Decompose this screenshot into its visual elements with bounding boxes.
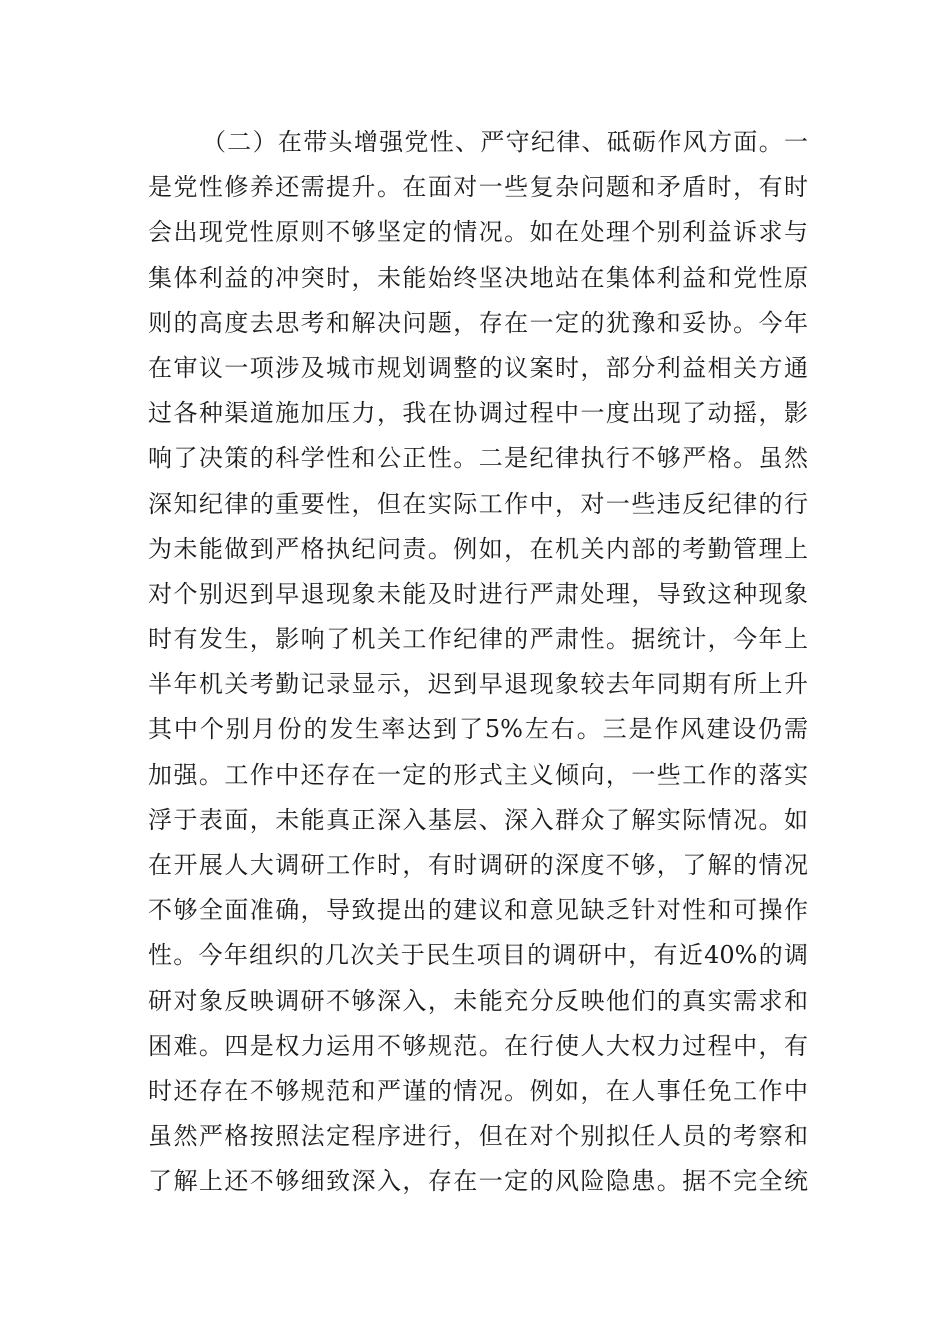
paragraph-line: 虽然严格按照法定程序进行，但在对个别拟任人员的考察和 [148,1122,808,1151]
paragraph-line: 其中个别月份的发生率达到了5%左右。三是作风建设仍需 [148,715,808,744]
paragraph-line: （二）在带头增强党性、严守纪律、砥砺作风方面。一 [202,128,808,156]
paragraph-line: 加强。工作中还存在一定的形式主义倾向，一些工作的落实 [148,760,808,789]
paragraph-line: 为未能做到严格执纪问责。例如，在机关内部的考勤管理上 [148,534,808,563]
paragraph-line: 则的高度去思考和解决问题，存在一定的犹豫和妥协。今年 [148,308,808,337]
paragraph-line: 对个别迟到早退现象未能及时进行严肃处理，导致这种现象 [148,579,808,608]
paragraph-line: 半年机关考勤记录显示，迟到早退现象较去年同期有所上升 [148,670,808,699]
paragraph-line: 性。今年组织的几次关于民生项目的调研中，有近40%的调 [148,941,808,970]
paragraph-line: 深知纪律的重要性，但在实际工作中，对一些违反纪律的行 [148,489,808,518]
paragraph-line: 集体利益的冲突时，未能始终坚决地站在集体利益和党性原 [148,263,808,292]
paragraph-line: 过各种渠道施加压力，我在协调过程中一度出现了动摇，影 [148,399,808,428]
body-paragraph [148,120,808,1205]
paragraph-line: 时还存在不够规范和严谨的情况。例如，在人事任免工作中 [148,1076,808,1105]
paragraph-line: 时有发生，影响了机关工作纪律的严肃性。据统计，今年上 [148,625,808,654]
paragraph-line: 不够全面准确，导致提出的建议和意见缺乏针对性和可操作 [148,896,808,925]
paragraph-line: 浮于表面，未能真正深入基层、深入群众了解实际情况。如 [148,805,808,834]
paragraph-line: 响了决策的科学性和公正性。二是纪律执行不够严格。虽然 [148,444,808,473]
paragraph-line: 研对象反映调研不够深入，未能充分反映他们的真实需求和 [148,986,808,1015]
paragraph-line: 在开展人大调研工作时，有时调研的深度不够，了解的情况 [148,851,808,879]
paragraph-line: 是党性修养还需提升。在面对一些复杂问题和矛盾时，有时 [148,173,808,202]
paragraph-line: 会出现党性原则不够坚定的情况。如在处理个别利益诉求与 [148,218,808,247]
paragraph-line: 了解上还不够细致深入，存在一定的风险隐患。据不完全统 [148,1167,808,1196]
paragraph-line: 在审议一项涉及城市规划调整的议案时，部分利益相关方通 [148,353,808,382]
paragraph-line: 困难。四是权力运用不够规范。在行使人大权力过程中，有 [148,1031,808,1060]
